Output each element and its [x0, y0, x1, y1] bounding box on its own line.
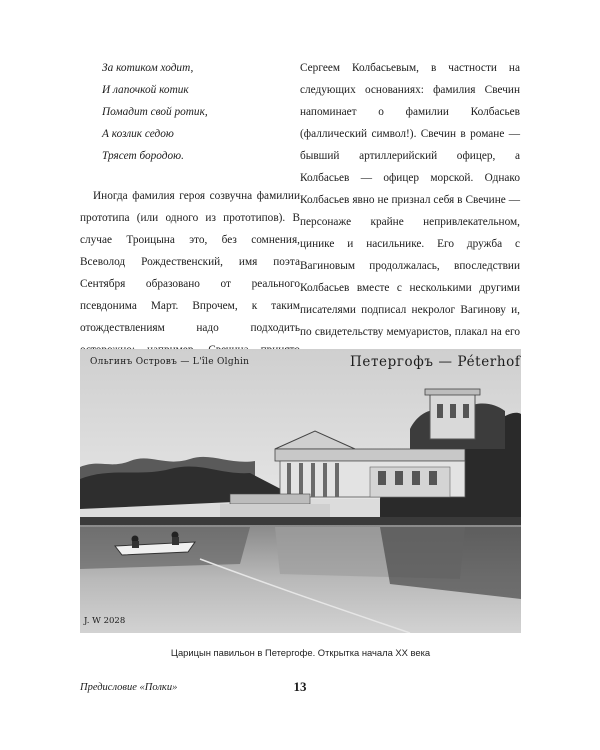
poem-line: Трясет бородою. — [102, 150, 184, 162]
postcard-label-left: Ольгинъ Островъ — L'île Olghin — [90, 357, 250, 367]
right-column — [300, 57, 520, 365]
poem-line: Помадит свой ротик, — [102, 106, 208, 118]
postcard-label-right: Петергофъ — Péterhof — [350, 354, 521, 370]
page-number: 13 — [293, 679, 307, 694]
left-paragraph: Иногда фамилия героя созвучна фамилии прототипа (или одного из прототипов). В случае Троицына это, без сомнения, Всеволод Рождественский, имя поэта Сентября образовано от реального псевдонима Март. Впрочем, к таким отождествлениям надо подходить — [80, 190, 300, 334]
postcard-photo — [80, 349, 521, 633]
poem-stanza — [102, 57, 300, 167]
left-column — [80, 57, 300, 383]
pavilion-lake-illustration — [80, 349, 521, 633]
photo-caption: Царицын павильон в Петергофе. Открытка начала XX века — [170, 647, 431, 658]
poem-line: За котиком ходит, — [102, 62, 194, 74]
running-footer-section: Предисловие «Полки» — [80, 682, 178, 693]
right-paragraph: Сергеем Колбасьевым, в частности на следующих основаниях: фамилия Свечин напоминает о фамилии Колбасьев (фаллический символ!). Свечин в романе — бывший артиллерийский офицер, а Колбасьев — офицер морской. Однако Колбасьев явно не признал себя в Свечине — персонаже крайне непривлекательном, цинике и насильнике. Его дружба с Вагиновым продолжалась, впоследствии Колбасьев вместе с несколькими другими писателями подписал некролог Вагинову и, по свидетельству мемуаристов, плакал на его — [300, 62, 520, 338]
poem-line: А козлик седою — [102, 128, 174, 140]
poem-line: И лапочкой котик — [102, 84, 189, 96]
postcard-publisher-mark: J. W 2028 — [84, 616, 126, 626]
